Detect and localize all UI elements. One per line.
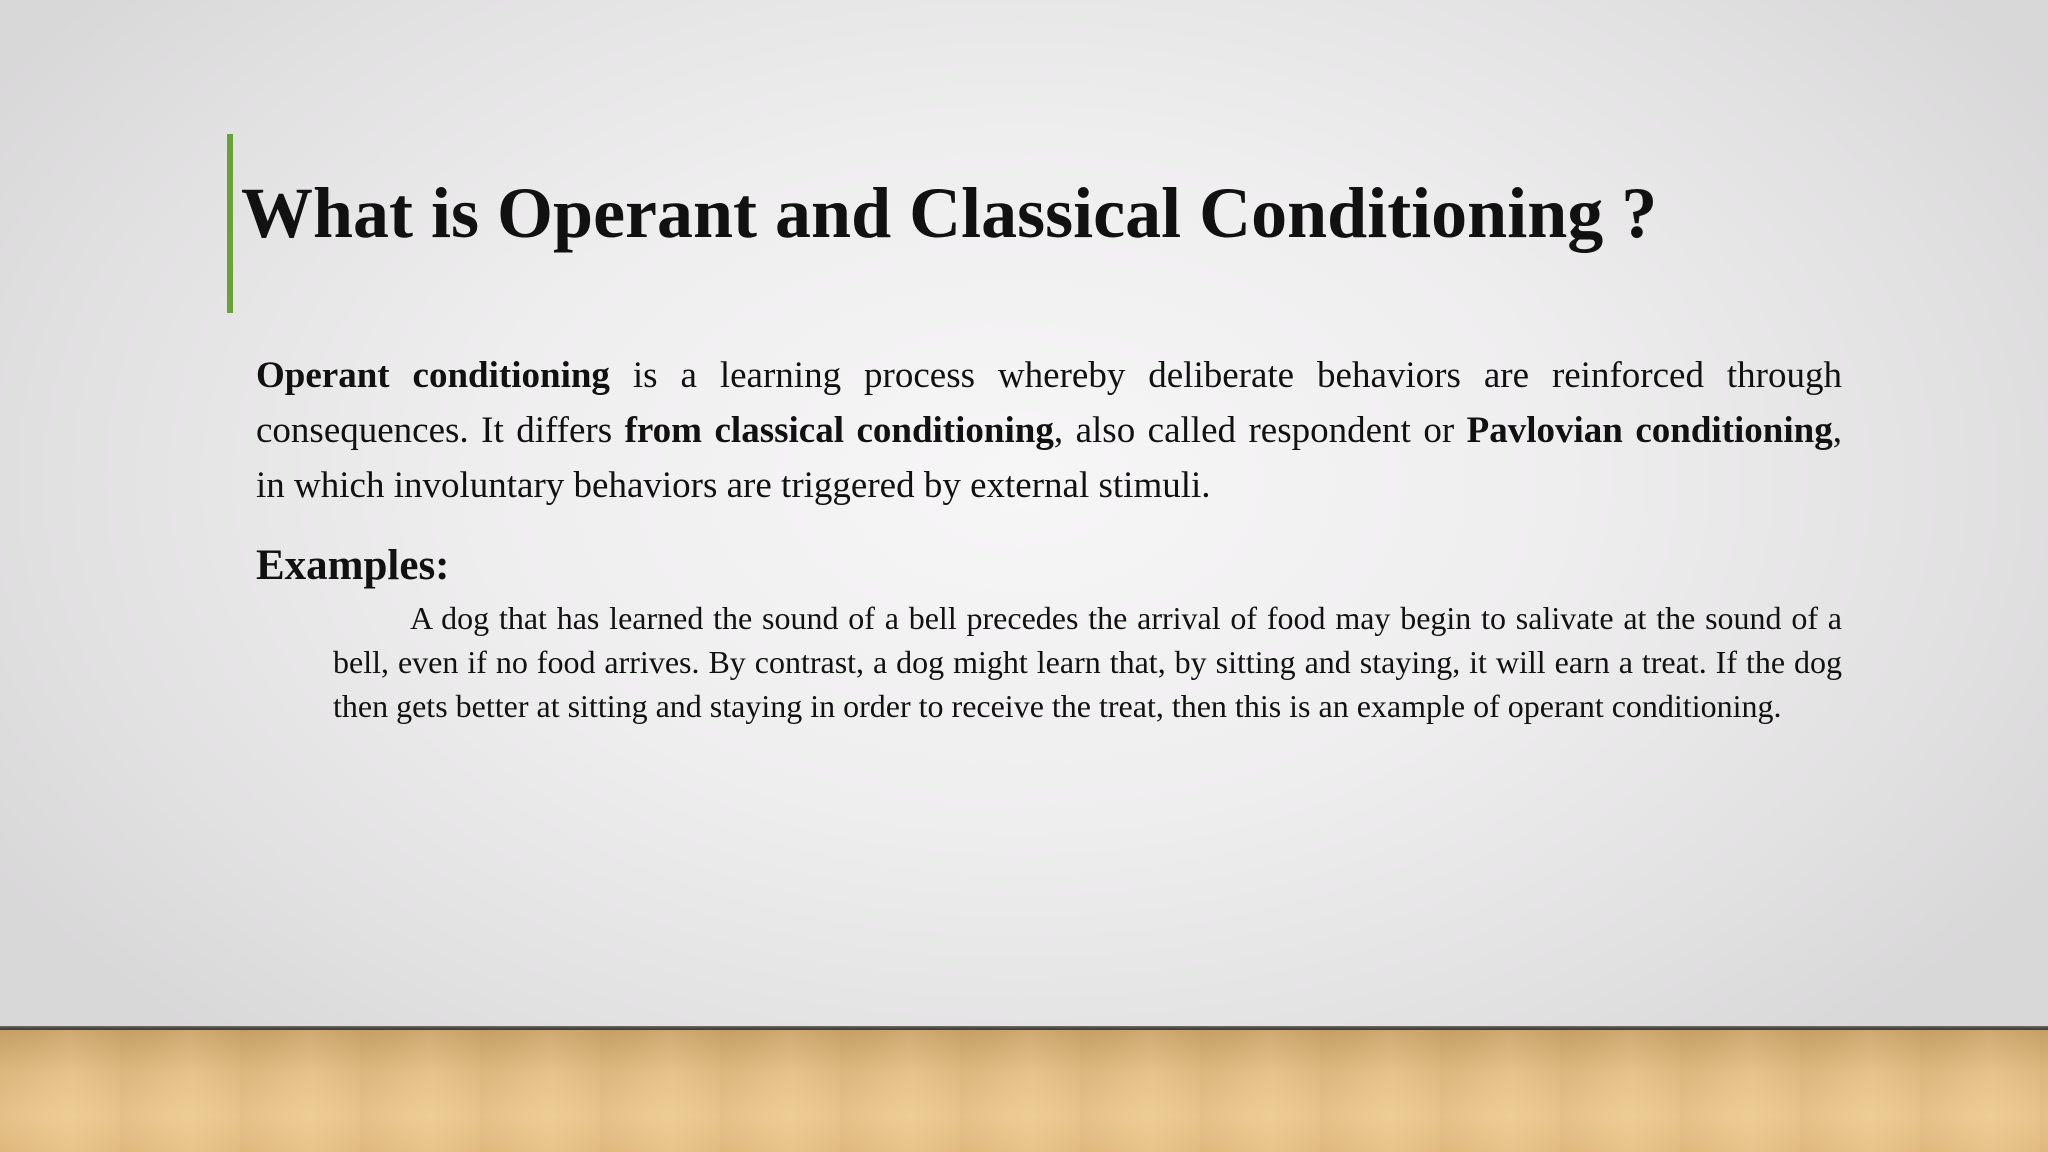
- intro-text-3: , in which involuntary behaviors are triggered by external stimuli.: [256, 410, 1842, 506]
- intro-text-1: is a learning process whereby deliberate behaviors are reinforced through consequences. It differs: [256, 355, 1842, 451]
- slide-title: What is Operant and Classical Conditioning ?: [241, 173, 1658, 253]
- term-classical-conditioning: from classical conditioning: [624, 410, 1054, 451]
- intro-text-2: , also called respondent or: [1053, 410, 1467, 451]
- wood-floor: [0, 1030, 2048, 1152]
- examples-heading: Examples:: [256, 542, 450, 589]
- example-paragraph: A dog that has learned the sound of a bell precedes the arrival of food may begin to salivate at the sound of a bell, even if no food arrives. By contrast, a dog might learn that, by sitting and staying, it will earn a treat. If the dog then gets better at sitting and staying in order to receive the treat, then this is an example of operant conditioning.: [333, 600, 1842, 724]
- term-pavlovian-conditioning: Pavlovian conditioning: [1466, 410, 1833, 451]
- intro-paragraph: [256, 348, 1842, 513]
- term-operant-conditioning: Operant conditioning: [256, 355, 610, 396]
- title-accent-bar: [227, 134, 233, 313]
